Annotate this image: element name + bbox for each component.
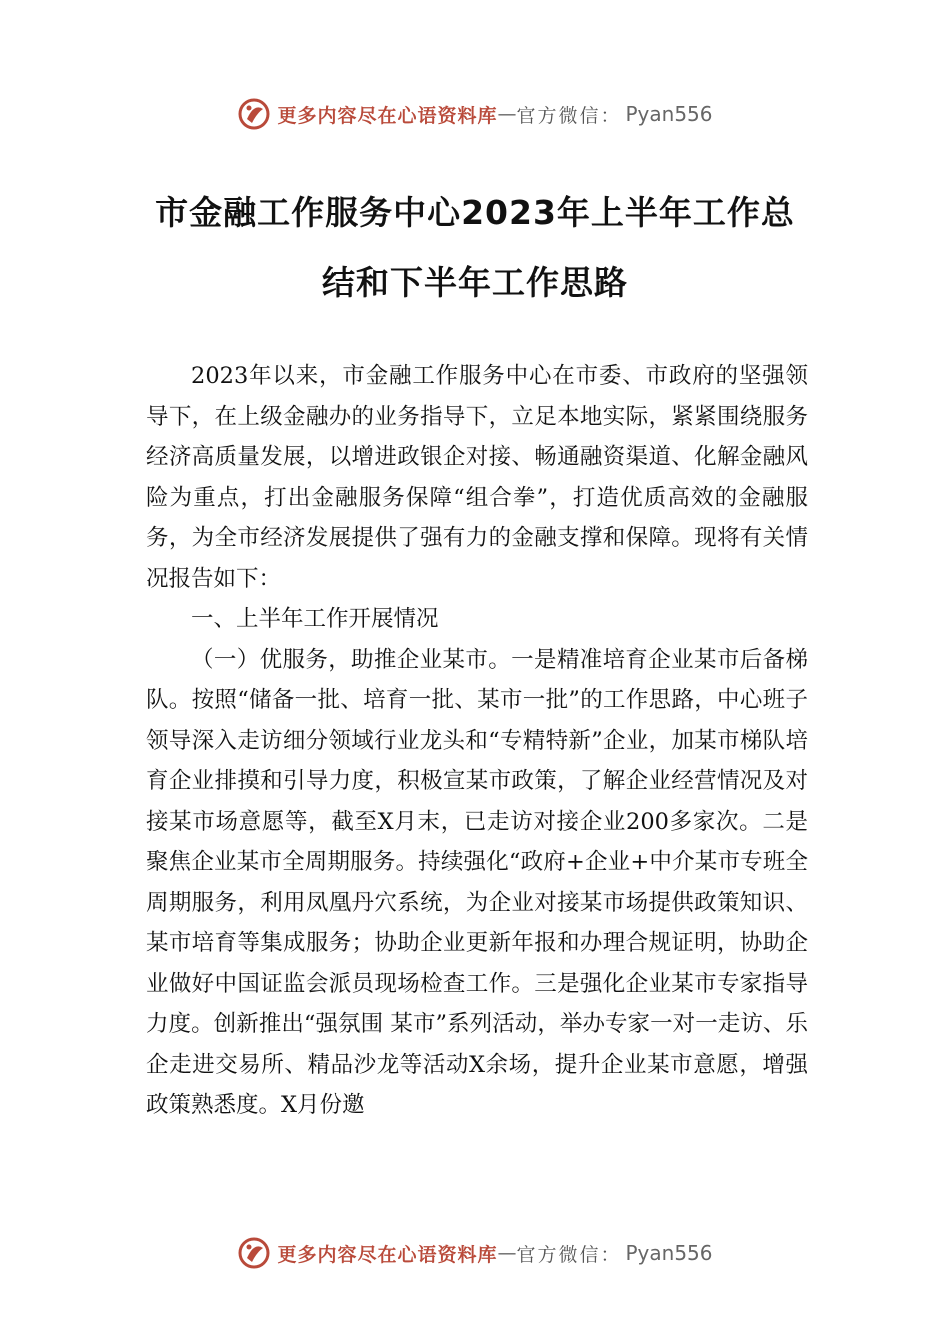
- paragraph-intro: 2023年以来，市金融工作服务中心在市委、市政府的坚强领导下，在上级金融办的业务指导下，立足本地实际，紧紧围绕服务经济高质量发展，以增进政银企对接、畅通融资渠道、化解金融风险为重点，打出金融服务保障“组合拳”，打造优质高效的金融服务，为全市经济发展提供了强有力的金融支撑和保障。现将有关情况报告如下：: [146, 363, 808, 592]
- brand-logo-icon: [237, 97, 271, 131]
- watermark-brand: 更多内容尽在心语资料库: [277, 104, 498, 127]
- watermark-label: 官方微信：: [516, 104, 622, 127]
- header-watermark: [0, 94, 950, 134]
- title-line-2: 结和下半年工作思路: [322, 263, 628, 302]
- watermark-wechat-id: Pyan556: [625, 102, 713, 126]
- document-title: [140, 178, 810, 318]
- watermark-separator: —: [497, 1242, 517, 1264]
- paragraph-section-1: （一）优服务，助推企业某市。一是精准培育企业某市后备梯队。按照“储备一批、培育一批、某市一批”的工作思路，中心班子领导深入走访细分领域行业龙头和“专精特新”企业，加某市梯队培育企业排摸和引导力度，积极宣某市政策，了解企业经营情况及对接某市场意愿等，截至X月末，已走访对接企业200多家次。二是聚焦企业某市全周期服务。持续强化“政府+企业+中介某市专班全周期服务，利用凤凰丹穴系统，为企业对接某市场提供政策知识、某市培育等集成服务；协助企业更新年报和办理合规证明，协助企业做好中国证监会派员现场检查工作。三是强化企业某市专家指导力度。创新推出“强氛围 某市”系列活动，举办专家一对一走访、乐企走进交易所、精品沙龙等活动X余场，提升企业某市意愿，增强政策熟悉度。X月份邀: [146, 646, 808, 1118]
- watermark-brand: 更多内容尽在心语资料库: [277, 1243, 498, 1266]
- footer-watermark: [0, 1233, 950, 1273]
- brand-logo-icon: [237, 1236, 271, 1270]
- title-line-1: 市金融工作服务中心2023年上半年工作总: [155, 193, 795, 232]
- watermark-wechat-id: Pyan556: [625, 1241, 713, 1265]
- watermark-separator: —: [497, 103, 517, 125]
- section-heading: 一、上半年工作开展情况: [191, 606, 439, 632]
- document-body: [146, 356, 808, 1126]
- watermark-label: 官方微信：: [516, 1243, 622, 1266]
